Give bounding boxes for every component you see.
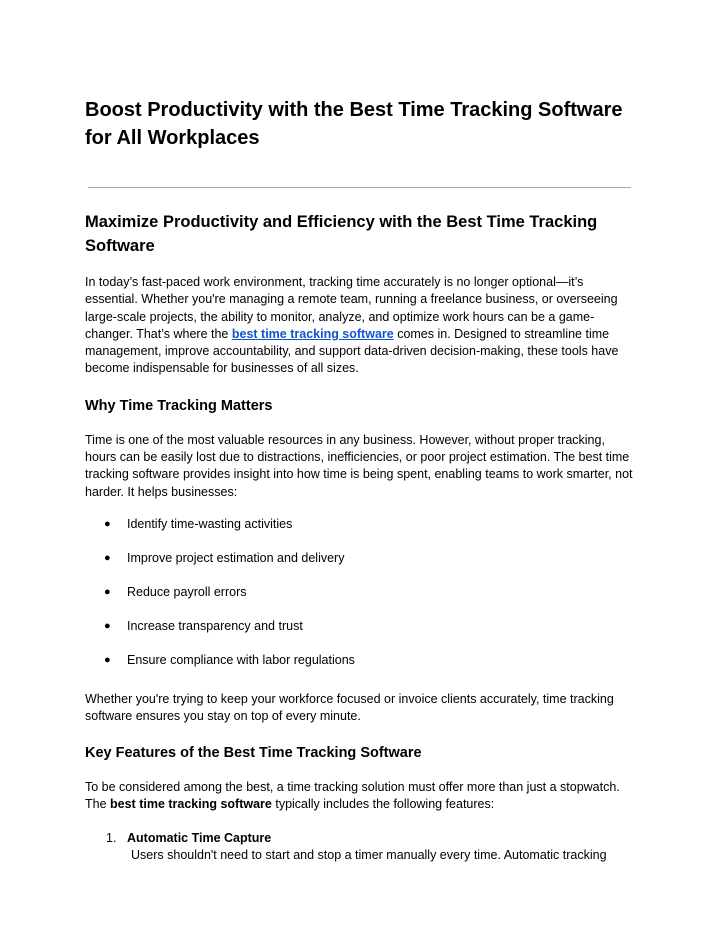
list-item-text: Increase transparency and trust [127,618,303,633]
best-time-tracking-software-link[interactable]: best time tracking software [231,326,394,341]
bullet-icon: ● [104,619,111,632]
list-item-text: Reduce payroll errors [127,584,247,599]
bullet-icon: ● [104,517,111,530]
list-item [85,516,635,533]
section-heading-why: Why Time Tracking Matters [85,397,273,414]
list-item-text: Identify time-wasting activities [127,516,293,531]
list-item [85,550,635,567]
feature-item [85,830,635,864]
features-intro-bold: best time tracking software [110,796,272,811]
features-intro-paragraph [85,779,635,814]
section-heading-features: Key Features of the Best Time Tracking Software [85,744,422,761]
intro-text-before-link: In today’s fast-paced work environment, tracking time accurately is no longer optional—it’s essential. Whether you're managing a remote team, running a freelance business, or overseeing large-scale projects, the ability to monitor, analyze, and optimize work hours can be a game-changer. That’s where the [85,275,618,341]
bullet-icon: ● [104,653,111,666]
intro-text-after-link: comes in. Designed to streamline time management, improve accountability, and support data-driven decision-making, these tools have become indispensable for businesses of all sizes. [85,326,619,376]
list-item [85,618,635,635]
feature-number: 1. [106,831,117,846]
bullet-icon: ● [104,585,111,598]
closing-paragraph: Whether you're trying to keep your workforce focused or invoice clients accurately, time tracking software ensures you stay on top of every minute. [85,691,614,724]
list-item [85,652,635,669]
intro-paragraph [85,274,635,378]
features-intro-after: typically includes the following features: [271,796,495,811]
section-heading-maximize: Maximize Productivity and Efficiency with the Best Time Tracking Software [85,213,598,255]
benefits-list [85,516,635,669]
why-paragraph: Time is one of the most valuable resources in any business. However, without proper tracking, hours can be easily lost due to distractions, inefficiencies, or poor project estimation. The best time tracking software provides insight into how time is being spent, enabling teams to work smarter, not harder. It helps businesses: [85,432,633,499]
list-item [85,584,635,601]
document-title: Boost Productivity with the Best Time Tracking Software for All Workplaces [85,99,623,149]
bullet-icon: ● [104,551,111,564]
features-list [85,830,635,864]
feature-title: Automatic Time Capture [127,831,272,846]
list-item-text: Ensure compliance with labor regulations [127,652,355,667]
list-item-text: Improve project estimation and delivery [127,550,345,565]
feature-description: Users shouldn't need to start and stop a timer manually every time. Automatic tracking [131,848,607,863]
features-intro-before: To be considered among the best, a time tracking solution must offer more than just a stopwatch. The [85,779,620,811]
document-content [85,96,635,864]
horizontal-divider [88,187,631,188]
